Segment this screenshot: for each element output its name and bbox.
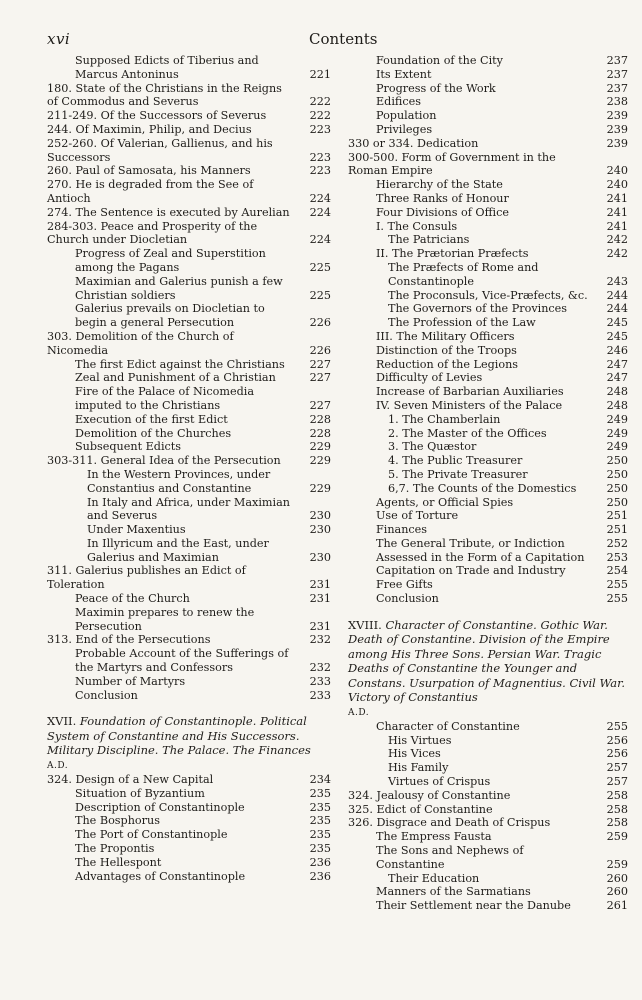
toc-entry-title: The Port of Constantinople xyxy=(75,828,228,842)
toc-entry-page: 230 xyxy=(309,550,331,564)
toc-entry xyxy=(75,647,331,675)
toc-entry xyxy=(376,95,628,109)
toc-entry xyxy=(388,233,628,247)
toc-entry-title: In the Western Provinces, under Constantius and Constantine xyxy=(87,467,271,495)
toc-entry-title: Fire of the Palace of Nicomedia imputed to the Christians xyxy=(75,385,254,412)
toc-entry-page: 260 xyxy=(606,871,628,885)
toc-entry-page: 246 xyxy=(606,343,628,357)
toc-entry-page: 226 xyxy=(309,316,331,330)
toc-entry-title: The General Tribute, or Indiction xyxy=(376,536,565,550)
toc-entry xyxy=(47,564,331,592)
toc-entry-title: Progress of the Work xyxy=(376,81,496,95)
toc-entry xyxy=(47,123,331,137)
toc-entry xyxy=(388,289,628,303)
contents-column-right xyxy=(348,54,628,913)
toc-entry-title: The Profession of the Law xyxy=(388,316,536,330)
toc-entry xyxy=(376,330,628,344)
toc-entry-page: 258 xyxy=(606,802,628,816)
toc-entry xyxy=(75,413,331,427)
toc-entry-page: 261 xyxy=(606,899,628,913)
toc-entry-title: Description of Constantinople xyxy=(75,800,245,814)
toc-entry-title: The Patricians xyxy=(388,233,470,247)
toc-entry xyxy=(75,787,331,801)
toc-entry xyxy=(376,399,628,413)
toc-entry xyxy=(47,633,331,647)
toc-entry-title: Under Maxentius xyxy=(87,523,186,537)
toc-entry-page: 242 xyxy=(606,233,628,247)
toc-entry-title: III. The Military Officers xyxy=(376,329,515,343)
toc-entry xyxy=(376,358,628,372)
toc-entry-page: 233 xyxy=(309,674,331,688)
toc-entry xyxy=(75,247,331,275)
toc-entry-title: Supposed Edicts of Tiberius and Marcus Antoninus xyxy=(75,54,259,81)
toc-entry xyxy=(348,816,628,830)
toc-entry-title: Finances xyxy=(376,523,428,537)
toc-entry-page: 248 xyxy=(606,385,628,399)
toc-entry-page: 236 xyxy=(309,855,331,869)
chapter-number: XVIII. xyxy=(348,617,382,632)
toc-entry-page: 233 xyxy=(309,688,331,702)
toc-entry-page: 221 xyxy=(309,67,331,81)
toc-entry-title: 303. Demolition of the Church of Nicomedia xyxy=(47,329,234,357)
toc-entry-title: Galerius prevails on Diocletian to begin a general Persecution xyxy=(75,302,265,330)
toc-entry-title: Edifices xyxy=(376,95,421,109)
toc-entry-title: Manners of the Sarmatians xyxy=(376,885,531,899)
toc-entry-page: 229 xyxy=(309,440,331,454)
toc-entry-title: 313. End of the Persecutions xyxy=(47,633,211,647)
toc-entry xyxy=(87,468,331,496)
toc-entry-page: 232 xyxy=(309,661,331,675)
toc-entry xyxy=(376,178,628,192)
running-title: Contents xyxy=(309,30,378,48)
toc-entry-title: 211-249. Of the Successors of Severus xyxy=(47,109,267,123)
toc-entry-page: 235 xyxy=(309,814,331,828)
toc-entry-page: 255 xyxy=(606,719,628,733)
toc-entry-title: 326. Disgrace and Death of Crispus xyxy=(348,816,551,830)
toc-entry xyxy=(75,54,331,82)
toc-entry xyxy=(376,385,628,399)
toc-entry-page: 257 xyxy=(606,775,628,789)
toc-entry-title: Demolition of the Churches xyxy=(75,426,232,440)
toc-entry-title: II. The Prætorian Præfects xyxy=(376,247,529,261)
toc-entry xyxy=(348,151,628,179)
toc-entry-title: 324. Design of a New Capital xyxy=(47,772,214,786)
toc-entry xyxy=(388,427,628,441)
toc-entry-title: 330 or 334. Dedication xyxy=(348,136,479,150)
toc-entry-page: 239 xyxy=(606,122,628,136)
toc-entry-page: 243 xyxy=(606,274,628,288)
toc-entry-page: 240 xyxy=(606,178,628,192)
toc-entry xyxy=(388,468,628,482)
toc-entry-page: 223 xyxy=(309,164,331,178)
toc-entry xyxy=(47,330,331,358)
toc-entry-page: 235 xyxy=(309,828,331,842)
toc-entry-title: 300-500. Form of Government in the Roman Empire xyxy=(348,150,556,178)
chapter-title: Character of Constantine. Gothic War. Death of Constantine. Division of the Empire among His Three Sons. Persian War. Tragic Deaths of Constantine the Younger and Constans. Usurpation of Magnentius. Civil War. Victory of Constantius xyxy=(348,617,626,705)
toc-entry xyxy=(47,164,331,178)
toc-entry xyxy=(376,206,628,220)
toc-entry xyxy=(75,689,331,703)
toc-entry xyxy=(388,747,628,761)
toc-entry-title: 2. The Master of the Offices xyxy=(388,426,547,440)
toc-entry-title: The Propontis xyxy=(75,841,155,855)
toc-entry-title: The Empress Fausta xyxy=(376,830,492,844)
toc-entry-title: Four Divisions of Office xyxy=(376,205,510,219)
toc-entry xyxy=(47,454,331,468)
toc-entry-page: 254 xyxy=(606,564,628,578)
toc-entry xyxy=(75,427,331,441)
toc-entry xyxy=(376,496,628,510)
toc-entry xyxy=(47,178,331,206)
toc-entry-page: 240 xyxy=(606,164,628,178)
toc-entry-page: 228 xyxy=(309,412,331,426)
toc-entry-title: Virtues of Crispus xyxy=(388,775,491,789)
toc-entry xyxy=(388,775,628,789)
toc-entry-page: 223 xyxy=(309,150,331,164)
toc-entry-page: 258 xyxy=(606,816,628,830)
toc-entry-page: 249 xyxy=(606,440,628,454)
toc-entry xyxy=(388,413,628,427)
toc-entry xyxy=(376,344,628,358)
toc-entry xyxy=(47,773,331,787)
toc-entry-title: The Governors of the Provinces xyxy=(388,302,568,316)
toc-entry-page: 222 xyxy=(309,109,331,123)
toc-entry xyxy=(376,592,628,606)
toc-entry-page: 235 xyxy=(309,841,331,855)
toc-entry-page: 237 xyxy=(606,81,628,95)
toc-entry xyxy=(376,844,628,872)
toc-entry-title: Foundation of the City xyxy=(376,54,503,67)
toc-entry xyxy=(75,385,331,413)
toc-entry-page: 235 xyxy=(309,800,331,814)
toc-entry-page: 249 xyxy=(606,412,628,426)
toc-entry-title: Character of Constantine xyxy=(376,719,520,733)
toc-entry-title: Agents, or Official Spies xyxy=(376,495,514,509)
page-header xyxy=(47,30,598,50)
toc-entry-title: In Illyricum and the East, under Galerius and Maximian xyxy=(87,536,269,564)
chapter-heading xyxy=(348,618,628,705)
toc-entry xyxy=(388,302,628,316)
toc-entry-title: Privileges xyxy=(376,122,433,136)
chapter-heading xyxy=(47,714,331,758)
toc-entry xyxy=(75,856,331,870)
toc-entry xyxy=(75,371,331,385)
toc-entry-title: I. The Consuls xyxy=(376,219,458,233)
toc-entry xyxy=(47,137,331,165)
toc-entry xyxy=(388,440,628,454)
toc-entry-page: 224 xyxy=(309,233,331,247)
toc-entry-title: The Præfects of Rome and Constantinople xyxy=(388,260,539,288)
toc-entry xyxy=(388,482,628,496)
toc-entry-page: 250 xyxy=(606,481,628,495)
toc-entry-title: Reduction of the Legions xyxy=(376,357,519,371)
toc-entry-title: Number of Martyrs xyxy=(75,674,186,688)
toc-entry-title: Their Settlement near the Danube xyxy=(376,899,571,913)
toc-entry-page: 231 xyxy=(309,592,331,606)
toc-entry xyxy=(376,537,628,551)
toc-entry xyxy=(376,54,628,68)
toc-entry-title: Subsequent Edicts xyxy=(75,440,182,454)
toc-entry-title: Probable Account of the Sufferings of the Martyrs and Confessors xyxy=(75,647,289,675)
toc-entry-page: 225 xyxy=(309,260,331,274)
toc-entry xyxy=(376,109,628,123)
toc-entry xyxy=(376,720,628,734)
toc-entry xyxy=(75,870,331,884)
toc-entry xyxy=(388,316,628,330)
toc-entry-title: The Sons and Nephews of Constantine xyxy=(376,844,524,871)
toc-entry-title: Free Gifts xyxy=(376,578,433,592)
toc-entry xyxy=(388,734,628,748)
toc-entry-page: 229 xyxy=(309,481,331,495)
toc-entry-title: The first Edict against the Christians xyxy=(75,357,285,371)
toc-entry-page: 236 xyxy=(309,869,331,883)
toc-entry xyxy=(376,899,628,913)
toc-entry-page: 244 xyxy=(606,288,628,302)
toc-entry xyxy=(348,137,628,151)
toc-entry-title: 260. Paul of Samosata, his Manners xyxy=(47,164,251,178)
toc-entry xyxy=(388,761,628,775)
toc-entry xyxy=(376,247,628,261)
toc-entry-page: 231 xyxy=(309,619,331,633)
toc-entry-page: 253 xyxy=(606,550,628,564)
toc-entry xyxy=(376,830,628,844)
toc-entry-title: 6,7. The Counts of the Domestics xyxy=(388,481,577,495)
toc-entry-title: Situation of Byzantium xyxy=(75,786,205,800)
toc-entry-page: 230 xyxy=(309,523,331,537)
toc-entry-title: 325. Edict of Constantine xyxy=(348,802,493,816)
toc-entry xyxy=(75,675,331,689)
toc-entry xyxy=(47,206,331,220)
toc-entry-page: 223 xyxy=(309,122,331,136)
toc-entry-page: 225 xyxy=(309,288,331,302)
toc-entry-title: Conclusion xyxy=(75,688,138,702)
toc-entry xyxy=(75,440,331,454)
toc-entry-title: Its Extent xyxy=(376,67,432,81)
toc-entry-page: 227 xyxy=(309,371,331,385)
toc-entry-title: Zeal and Punishment of a Christian xyxy=(75,371,276,385)
toc-entry-page: 259 xyxy=(606,857,628,871)
toc-entry-page: 260 xyxy=(606,885,628,899)
toc-entry-page: 239 xyxy=(606,109,628,123)
era-label: A.D. xyxy=(47,760,69,771)
toc-entry xyxy=(376,123,628,137)
toc-entry xyxy=(75,801,331,815)
toc-entry-page: 230 xyxy=(309,509,331,523)
toc-entry-page: 227 xyxy=(309,398,331,412)
toc-entry-page: 229 xyxy=(309,454,331,468)
toc-entry xyxy=(75,302,331,330)
toc-entry xyxy=(388,261,628,289)
toc-entry xyxy=(75,842,331,856)
page-number: xvi xyxy=(47,30,71,48)
toc-entry-title: In Italy and Africa, under Maximian and Severus xyxy=(87,495,290,523)
toc-entry-page: 257 xyxy=(606,761,628,775)
toc-entry xyxy=(376,220,628,234)
toc-entry-title: His Virtues xyxy=(388,733,452,747)
toc-entry-title: Peace of the Church xyxy=(75,592,190,606)
toc-entry-page: 249 xyxy=(606,426,628,440)
toc-entry-title: 311. Galerius publishes an Edict of Toleration xyxy=(47,564,246,592)
toc-entry-page: 250 xyxy=(606,495,628,509)
toc-entry-title: 5. The Private Treasurer xyxy=(388,467,528,481)
toc-entry xyxy=(376,371,628,385)
toc-entry-page: 241 xyxy=(606,191,628,205)
toc-entry-title: 180. State of the Christians in the Reigns of Commodus and Severus xyxy=(47,81,282,109)
toc-entry xyxy=(75,828,331,842)
toc-entry-page: 241 xyxy=(606,219,628,233)
toc-entry-title: The Proconsuls, Vice-Præfects, &c. xyxy=(388,288,588,302)
toc-entry xyxy=(376,551,628,565)
chapter-number: XVII. xyxy=(47,714,77,729)
toc-entry-page: 241 xyxy=(606,205,628,219)
toc-entry xyxy=(87,496,331,524)
toc-entry-title: Progress of Zeal and Superstition among the Pagans xyxy=(75,247,266,274)
toc-entry xyxy=(348,789,628,803)
toc-entry xyxy=(87,537,331,565)
toc-entry-page: 239 xyxy=(606,136,628,150)
toc-entry-title: Population xyxy=(376,109,437,123)
toc-entry-page: 256 xyxy=(606,733,628,747)
toc-entry-page: 245 xyxy=(606,316,628,330)
toc-entry-page: 244 xyxy=(606,302,628,316)
toc-entry-title: Distinction of the Troops xyxy=(376,343,517,357)
toc-entry-title: Advantages of Constantinople xyxy=(75,869,246,883)
toc-entry-title: 1. The Chamberlain xyxy=(388,412,501,426)
toc-entry-page: 250 xyxy=(606,467,628,481)
toc-entry-title: 324. Jealousy of Constantine xyxy=(348,788,511,802)
toc-entry-title: Assessed in the Form of a Capitation xyxy=(376,550,585,564)
toc-entry-page: 235 xyxy=(309,786,331,800)
toc-entry-page: 238 xyxy=(606,95,628,109)
toc-entry-page: 251 xyxy=(606,509,628,523)
toc-entry-page: 247 xyxy=(606,357,628,371)
toc-entry-page: 258 xyxy=(606,788,628,802)
contents-column-left xyxy=(47,54,331,883)
toc-entry-page: 232 xyxy=(309,633,331,647)
toc-entry-page: 231 xyxy=(309,578,331,592)
toc-entry-title: Difficulty of Levies xyxy=(376,371,483,385)
toc-entry-title: Their Education xyxy=(388,871,480,885)
toc-entry-title: The Bosphorus xyxy=(75,814,160,828)
toc-entry-page: 252 xyxy=(606,536,628,550)
toc-entry-page: 255 xyxy=(606,578,628,592)
toc-entry xyxy=(388,454,628,468)
toc-entry xyxy=(376,68,628,82)
toc-entry-page: 234 xyxy=(309,772,331,786)
toc-entry-title: 244. Of Maximin, Philip, and Decius xyxy=(47,122,252,136)
toc-entry xyxy=(75,814,331,828)
toc-entry xyxy=(376,509,628,523)
toc-entry-page: 255 xyxy=(606,592,628,606)
toc-entry-title: His Vices xyxy=(388,747,441,761)
toc-entry xyxy=(87,523,331,537)
toc-entry-page: 259 xyxy=(606,830,628,844)
toc-entry xyxy=(376,578,628,592)
toc-entry xyxy=(75,358,331,372)
chapter-title: Foundation of Constantinople. Political System of Constantine and His Successors. Military Discipline. The Palace. The Finances xyxy=(47,714,311,758)
toc-entry-page: 248 xyxy=(606,398,628,412)
toc-entry-title: The Hellespont xyxy=(75,855,162,869)
era-label: A.D. xyxy=(348,707,370,718)
toc-entry-title: 284-303. Peace and Prosperity of the Church under Diocletian xyxy=(47,219,258,247)
toc-entry-page: 251 xyxy=(606,523,628,537)
toc-entry-title: Three Ranks of Honour xyxy=(376,191,509,205)
toc-entry-page: 224 xyxy=(309,191,331,205)
toc-entry-page: 228 xyxy=(309,426,331,440)
toc-entry xyxy=(75,592,331,606)
toc-entry-page: 247 xyxy=(606,371,628,385)
toc-entry xyxy=(376,564,628,578)
toc-entry xyxy=(348,803,628,817)
toc-entry-title: His Family xyxy=(388,761,449,775)
toc-entry xyxy=(376,82,628,96)
toc-entry-title: 252-260. Of Valerian, Gallienus, and his Successors xyxy=(47,136,273,164)
toc-entry xyxy=(388,872,628,886)
toc-entry-page: 227 xyxy=(309,357,331,371)
toc-entry-title: IV. Seven Ministers of the Palace xyxy=(376,398,563,412)
toc-entry-page: 242 xyxy=(606,247,628,261)
toc-entry xyxy=(75,275,331,303)
toc-entry-title: Capitation on Trade and Industry xyxy=(376,564,566,578)
toc-entry-title: Conclusion xyxy=(376,592,439,606)
toc-entry-page: 256 xyxy=(606,747,628,761)
toc-entry-title: Hierarchy of the State xyxy=(376,178,503,192)
toc-entry xyxy=(75,606,331,634)
toc-entry-title: Increase of Barbarian Auxiliaries xyxy=(376,385,564,399)
toc-entry-title: Maximin prepares to renew the Persecution xyxy=(75,605,255,633)
toc-entry xyxy=(376,192,628,206)
toc-entry-title: Maximian and Galerius punish a few Christian soldiers xyxy=(75,274,283,302)
toc-entry-title: 3. The Quæstor xyxy=(388,440,477,454)
toc-entry-title: 4. The Public Treasurer xyxy=(388,454,523,468)
toc-entry-page: 226 xyxy=(309,343,331,357)
toc-entry-title: 270. He is degraded from the See of Antioch xyxy=(47,178,254,205)
toc-entry-title: Execution of the first Edict xyxy=(75,412,228,426)
toc-entry-page: 237 xyxy=(606,54,628,67)
toc-entry-title: 303-311. General Idea of the Persecution xyxy=(47,454,281,468)
toc-entry xyxy=(376,885,628,899)
toc-entry xyxy=(47,109,331,123)
toc-entry-title: 274. The Sentence is executed by Aurelian xyxy=(47,205,290,219)
toc-entry-page: 250 xyxy=(606,454,628,468)
toc-entry-page: 245 xyxy=(606,329,628,343)
toc-entry xyxy=(376,523,628,537)
toc-entry xyxy=(47,220,331,248)
toc-entry-page: 222 xyxy=(309,95,331,109)
toc-entry xyxy=(47,82,331,110)
toc-entry-title: Use of Torture xyxy=(376,509,459,523)
toc-entry-page: 224 xyxy=(309,205,331,219)
toc-entry-page: 237 xyxy=(606,67,628,81)
